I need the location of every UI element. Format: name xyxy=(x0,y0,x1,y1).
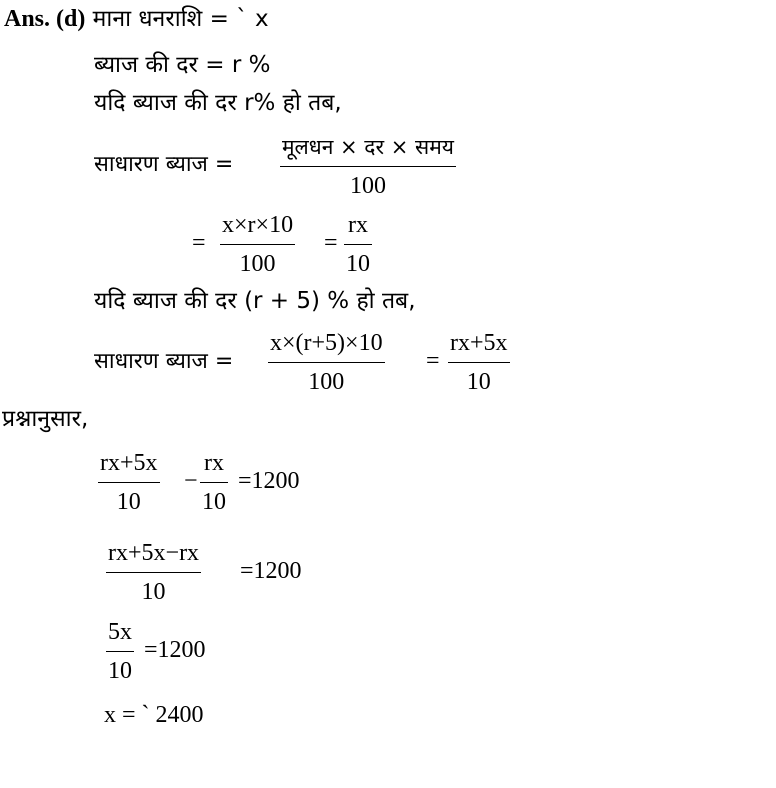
si-formula-numerator: मूलधन × दर × समय xyxy=(282,135,454,159)
step1-fraction-1 xyxy=(98,448,160,517)
case2-result-denominator: 10 xyxy=(466,369,491,395)
answer-line xyxy=(4,4,269,34)
case2-denominator: 100 xyxy=(308,369,345,395)
case2-fraction xyxy=(268,328,385,397)
step1-rhs: =1200 xyxy=(238,468,300,494)
case2-result-numerator: rx+5x xyxy=(450,330,508,356)
step3-denominator: 10 xyxy=(108,658,132,684)
step1-frac2-numerator: rx xyxy=(204,450,224,476)
fraction-bar xyxy=(106,572,201,573)
step1-frac1-numerator: rx+5x xyxy=(100,450,158,476)
case2-intro: यदि ब्याज की दर (r + 5) % हो तब, xyxy=(94,288,416,314)
step2-numerator: rx+5x−rx xyxy=(108,540,200,566)
final-answer: x = ` 2400 xyxy=(104,702,204,728)
fraction-bar xyxy=(280,166,456,167)
si-formula-denominator: 100 xyxy=(349,173,386,199)
case1-intro: यदि ब्याज की दर r% हो तब, xyxy=(94,90,342,116)
principal-statement: माना धनराशि = ` x xyxy=(92,6,269,32)
case1-result-fraction xyxy=(344,210,372,279)
case1-equals-2: = xyxy=(324,230,338,256)
case2-equals: = xyxy=(426,348,440,374)
case1-result-denominator: 10 xyxy=(346,251,370,277)
according-to-question: प्रश्नानुसार, xyxy=(2,406,89,432)
case1-equals: = xyxy=(192,230,206,256)
case1-denominator: 100 xyxy=(239,251,276,277)
fraction-bar xyxy=(200,482,228,483)
step1-fraction-2 xyxy=(200,448,228,517)
fraction-bar xyxy=(268,362,385,363)
step1-minus: − xyxy=(184,468,198,494)
case1-numerator: x×r×10 xyxy=(222,212,294,238)
case1-fraction xyxy=(220,210,295,279)
step3-rhs: =1200 xyxy=(144,637,206,663)
step3-fraction xyxy=(106,617,134,686)
si-label-2: साधारण ब्याज = xyxy=(94,349,234,374)
fraction-bar xyxy=(344,244,372,245)
fraction-bar xyxy=(98,482,160,483)
step3-numerator: 5x xyxy=(108,619,132,645)
fraction-bar xyxy=(448,362,510,363)
si-formula-fraction xyxy=(280,132,456,201)
case2-result-fraction xyxy=(448,328,510,397)
fraction-bar xyxy=(220,244,295,245)
fraction-bar xyxy=(106,651,134,652)
case2-numerator: x×(r+5)×10 xyxy=(270,330,383,356)
rate-line: ब्याज की दर = r % xyxy=(94,52,271,78)
step1-frac1-denominator: 10 xyxy=(116,489,141,515)
step2-rhs: =1200 xyxy=(240,558,302,584)
step1-frac2-denominator: 10 xyxy=(202,489,226,515)
case1-result-numerator: rx xyxy=(348,212,368,238)
step2-fraction xyxy=(106,538,201,607)
si-label: साधारण ब्याज = xyxy=(94,152,234,177)
step2-denominator: 10 xyxy=(141,579,166,605)
answer-prefix: Ans. (d) xyxy=(4,6,86,32)
